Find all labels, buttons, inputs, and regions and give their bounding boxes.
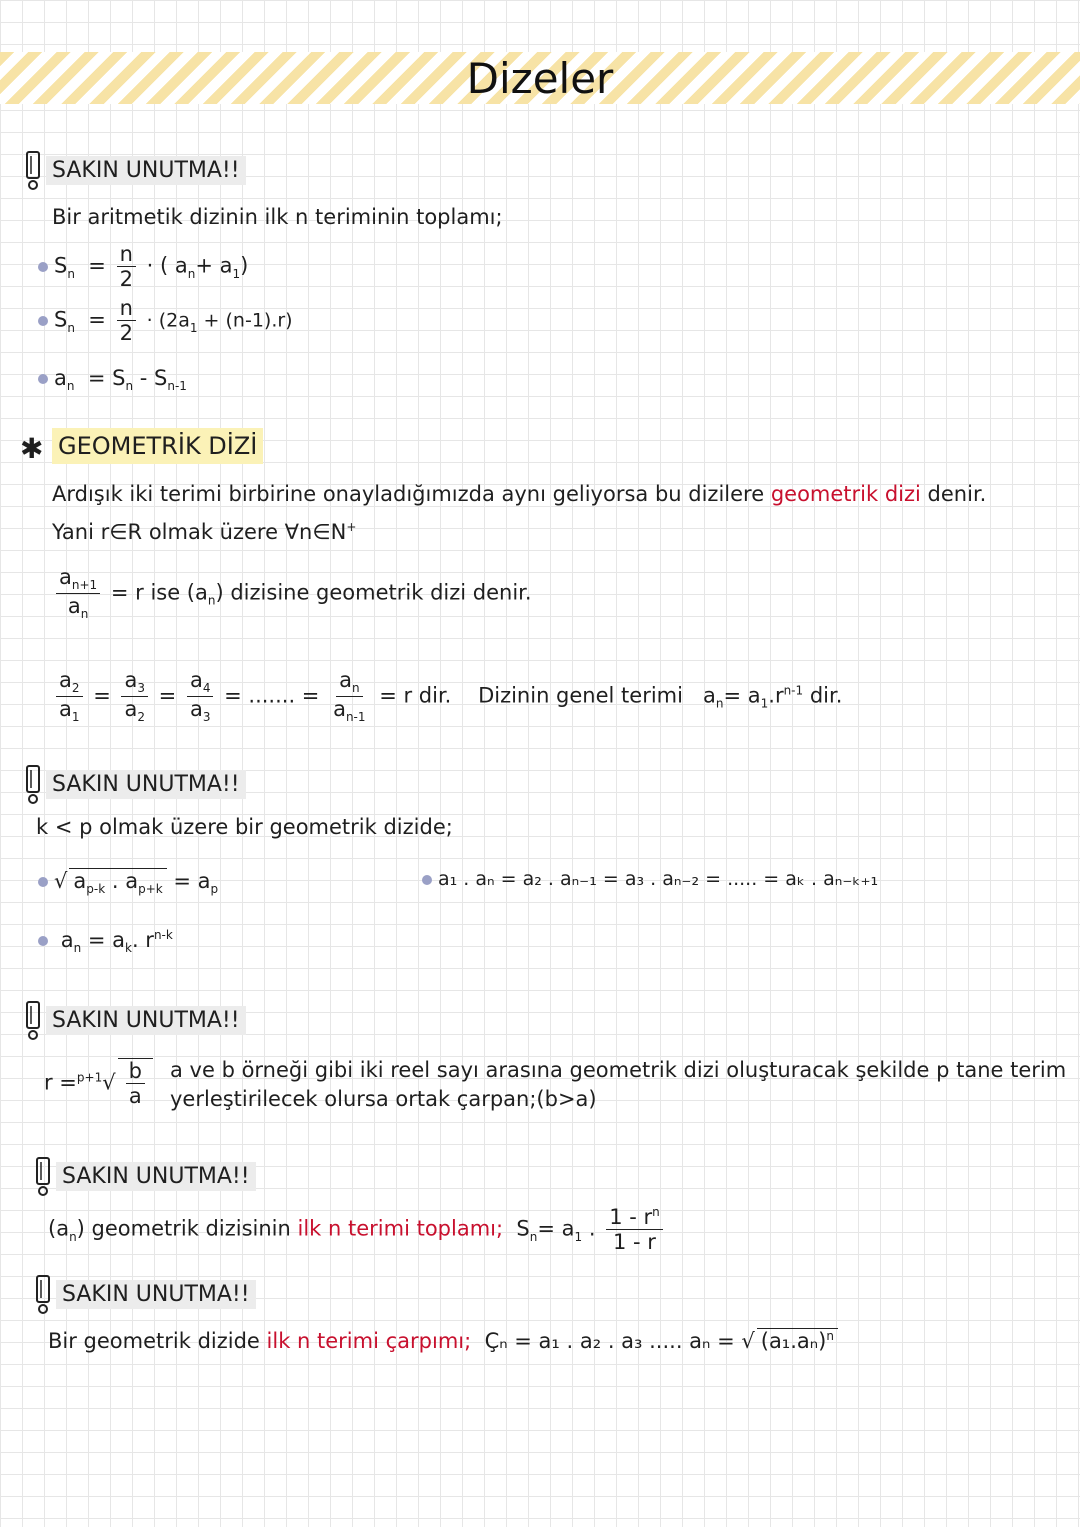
reminder4-sum-formula: $(a_n)$ geometrik dizisinin ilk n terimi toplamı; $S_n= a_1$ . $\frac{1 - r^n}{1 - r}$ (48, 1205, 667, 1254)
reminder-label: SAKIN UNUTMA!! (46, 156, 246, 185)
exclamation-icon (22, 1000, 44, 1042)
arith-formula-3: $a_n = S_n - S_{n-1}$ (38, 366, 187, 393)
exclamation-icon (32, 1156, 54, 1198)
reminder-label: SAKIN UNUTMA!! (56, 1280, 256, 1309)
geo-ratio-chain: $\frac{a_2}{a_1}$ = $\frac{a_3}{a_2}$ = $\frac{a_4}{a_3}$ = ....... = $\frac{a_n}{a_{n-1}}$ = r dir. Dizinin genel terimi $a_n= a_1.r^{n-1}$ dir. (52, 668, 842, 725)
geo-yani: Yani r∈R olmak üzere ∀n∈N+ (52, 520, 357, 544)
reminder5-product-formula: Bir geometrik dizide ilk n terimi çarpımı; Çₙ = a₁ . a₂ . a₃ ..... aₙ = √ $(a_1.a_n)^n$ (48, 1328, 838, 1353)
reminder-label: SAKIN UNUTMA!! (56, 1162, 256, 1191)
reminder3-line1: a ve b örneği gibi iki reel sayı arasına geometrik dizi oluşturacak şekilde p tane terim (170, 1058, 1067, 1082)
geo-definition: Ardışık iki terimi birbirine onayladığımızda aynı geliyorsa bu dizilere geometrik dizi denir. (52, 482, 987, 506)
asterisk-icon: ✱ (20, 432, 44, 465)
exclamation-icon (22, 764, 44, 806)
reminder2-sqrt-formula: √ $a_{p-k}$ . $a_{p+k} = a_p$ (38, 868, 218, 896)
reminder2-product-chain: a₁ . aₙ = a₂ . aₙ₋₁ = a₃ . aₙ₋₂ = ..... = aₖ . aₙ₋ₖ₊₁ (422, 868, 878, 890)
reminder2-an-formula: $a_n = a_k$. $r^{n-k}$ (38, 928, 173, 955)
reminder2-condition: k < p olmak üzere bir geometrik dizide; (36, 815, 453, 839)
reminder3-line2: yerleştirilecek olursa ortak çarpan;(b>a) (170, 1087, 597, 1111)
arith-intro: Bir aritmetik dizinin ilk n teriminin toplamı; (52, 205, 503, 229)
reminder-label: SAKIN UNUTMA!! (46, 1006, 246, 1035)
page-title: Dizeler (466, 54, 614, 103)
reminder3-root-formula: r =$^{p+1}$√ $\frac{b}{a}$ (44, 1058, 153, 1108)
bullet-dot (38, 936, 48, 946)
arith-formula-1: $S_n$ = $\frac{n}{2}$ · ( $a_n+ a_1$) (38, 242, 248, 291)
geo-heading: GEOMETRİK DİZİ (52, 428, 263, 464)
bullet-dot (38, 374, 48, 384)
reminder-label: SAKIN UNUTMA!! (46, 770, 246, 799)
arith-formula-2: $S_n$ = $\frac{n}{2}$ · $(2a_1 + (n-1).r)$ (38, 296, 293, 345)
bullet-dot (38, 316, 48, 326)
bullet-dot (38, 877, 48, 887)
geo-ratio: $\frac{a_{n+1}}{a_n}$ = r ise $(a_n)$ dizisine geometrik dizi denir. (52, 565, 532, 622)
bullet-dot (422, 875, 432, 885)
exclamation-icon (32, 1274, 54, 1316)
bullet-dot (38, 262, 48, 272)
exclamation-icon (22, 150, 44, 192)
